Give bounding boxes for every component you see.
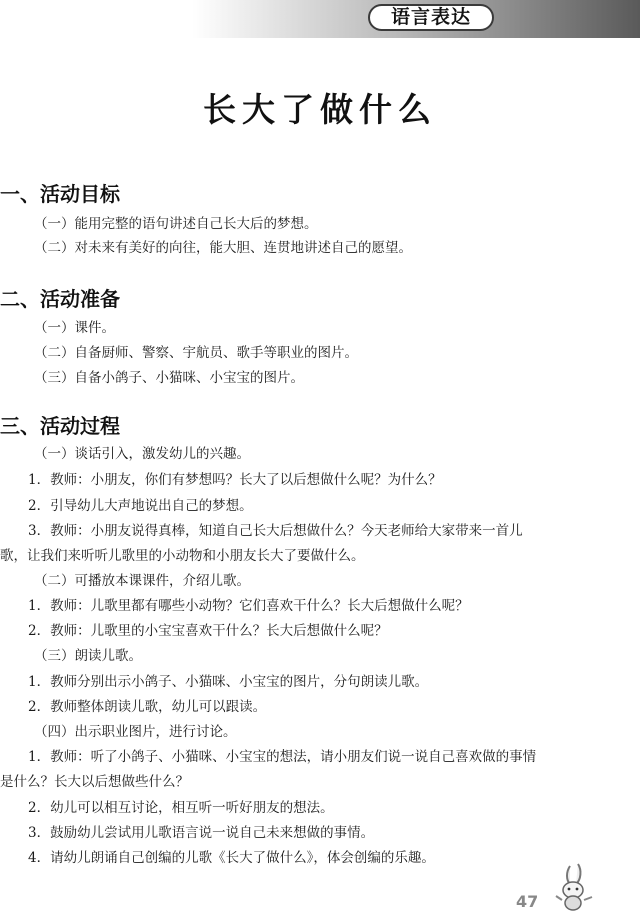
page-title: 长大了做什么 (203, 90, 437, 129)
text-line: （一）课件。 (34, 320, 115, 336)
text-line: 是什么？长大以后想做些什么？ (0, 774, 189, 790)
text-line: 2．引导幼儿大声地说出自己的梦想。 (28, 498, 253, 514)
text-line: 2．教师：儿歌里的小宝宝喜欢干什么？长大后想做什么呢？ (28, 623, 388, 639)
text-line: 1．教师：小朋友，你们有梦想吗？长大了以后想做什么呢？为什么？ (28, 472, 442, 488)
section-heading: 三、活动过程 (0, 414, 120, 438)
section-heading: 二、活动准备 (0, 287, 120, 311)
text-line: （二）可播放本课课件，介绍儿歌。 (34, 573, 250, 589)
header-bar (0, 0, 640, 38)
category-tag: 语言表达 (368, 4, 494, 31)
text-line: 1．教师：听了小鸽子、小猫咪、小宝宝的想法，请小朋友们说一说自己喜欢做的事情 (28, 749, 537, 765)
text-line: （二）自备厨师、警察、宇航员、歌手等职业的图片。 (34, 345, 358, 361)
section-heading: 一、活动目标 (0, 182, 120, 206)
text-line: 歌，让我们来听听儿歌里的小动物和小朋友长大了要做什么。 (0, 548, 365, 564)
text-line: （二）对未来有美好的向往，能大胆、连贯地讲述自己的愿望。 (34, 240, 412, 256)
text-line: （三）朗读儿歌。 (34, 648, 142, 664)
text-line: 1．教师：儿歌里都有哪些小动物？它们喜欢干什么？长大后想做什么呢？ (28, 598, 469, 614)
text-line: 3．教师：小朋友说得真棒，知道自己长大后想做什么？今天老师给大家带来一首儿 (28, 523, 523, 539)
text-line: 3．鼓励幼儿尝试用儿歌语言说一说自己未来想做的事情。 (28, 825, 375, 841)
text-line: 1．教师分别出示小鸽子、小猫咪、小宝宝的图片，分句朗读儿歌。 (28, 674, 429, 690)
text-line: （三）自备小鸽子、小猫咪、小宝宝的图片。 (34, 370, 304, 386)
rabbit-mascot-icon (548, 862, 598, 912)
text-line: （四）出示职业图片，进行讨论。 (34, 724, 237, 740)
text-line: （一）谈话引入，激发幼儿的兴趣。 (34, 446, 250, 462)
text-line: （一）能用完整的语句讲述自己长大后的梦想。 (34, 216, 318, 232)
text-line: 2．幼儿可以相互讨论，相互听一听好朋友的想法。 (28, 800, 334, 816)
page-number: 47 (516, 892, 539, 911)
text-line: 2．教师整体朗读儿歌，幼儿可以跟读。 (28, 699, 267, 715)
text-line: 4．请幼儿朗诵自己创编的儿歌《长大了做什么》，体会创编的乐趣。 (28, 850, 435, 866)
